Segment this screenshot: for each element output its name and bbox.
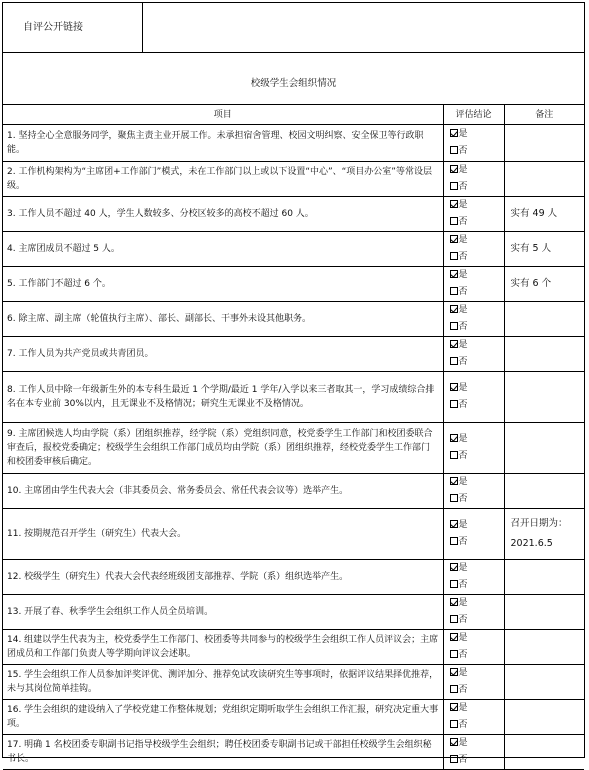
option-label: 否 xyxy=(458,720,468,730)
option-no[interactable] xyxy=(450,284,504,301)
conclusion-cell xyxy=(443,162,504,197)
remark-cell xyxy=(504,595,584,630)
table-header-row xyxy=(3,105,584,125)
option-label: 否 xyxy=(458,182,468,192)
column-header-conclusion: 评估结论 xyxy=(443,105,504,125)
option-no[interactable] xyxy=(450,491,504,508)
option-no[interactable] xyxy=(450,647,504,664)
option-no[interactable] xyxy=(450,179,504,196)
table-row xyxy=(3,630,584,665)
checkbox-icon[interactable] xyxy=(450,685,458,693)
checked-checkbox-icon[interactable] xyxy=(450,340,458,348)
remark-cell xyxy=(504,423,584,474)
checkbox-icon[interactable] xyxy=(450,322,458,330)
criterion-text: 13. 开展了春、秋季学生会组织工作人员全员培训。 xyxy=(3,595,443,630)
checkbox-icon[interactable] xyxy=(450,357,458,365)
checked-checkbox-icon[interactable] xyxy=(450,235,458,243)
option-no[interactable] xyxy=(450,249,504,266)
checkbox-icon[interactable] xyxy=(450,146,458,154)
option-label: 否 xyxy=(458,494,468,504)
option-label: 是 xyxy=(458,434,468,444)
conclusion-cell xyxy=(443,560,504,595)
option-label: 否 xyxy=(458,451,468,461)
checkbox-icon[interactable] xyxy=(450,580,458,588)
conclusion-cell xyxy=(443,509,504,560)
criterion-text: 7. 工作人员为共产党员或共青团员。 xyxy=(3,337,443,372)
checkbox-icon[interactable] xyxy=(450,650,458,658)
option-label: 是 xyxy=(458,305,468,315)
table-row xyxy=(3,700,584,735)
option-yes[interactable] xyxy=(450,595,504,612)
checkbox-icon[interactable] xyxy=(450,182,458,190)
option-label: 否 xyxy=(458,357,468,367)
table-row xyxy=(3,560,584,595)
criterion-text: 3. 工作人员不超过 40 人，学生人数较多、分校区较多的高校不超过 60 人。 xyxy=(3,197,443,232)
option-label: 是 xyxy=(458,563,468,573)
criterion-text: 4. 主席团成员不超过 5 人。 xyxy=(3,232,443,267)
criterion-text: 12. 校级学生（研究生）代表大会代表经班级团支部推荐、学院（系）组织选举产生。 xyxy=(3,560,443,595)
conclusion-cell xyxy=(443,197,504,232)
option-label: 是 xyxy=(458,477,468,487)
section-title: 校级学生会组织情况 xyxy=(3,53,584,105)
option-no[interactable] xyxy=(450,682,504,699)
option-label: 否 xyxy=(458,650,468,660)
remark-cell xyxy=(504,665,584,700)
option-no[interactable] xyxy=(450,577,504,594)
option-no[interactable] xyxy=(450,214,504,231)
option-label: 否 xyxy=(458,615,468,625)
option-yes[interactable] xyxy=(450,126,504,143)
checked-checkbox-icon[interactable] xyxy=(450,477,458,485)
criterion-text: 17. 明确 1 名校团委专职副书记指导校级学生会组织；聘任校团委专职副书记或干部担任校级学生会组织秘书长。 xyxy=(3,735,443,770)
checked-checkbox-icon[interactable] xyxy=(450,200,458,208)
table-row xyxy=(3,232,584,267)
checked-checkbox-icon[interactable] xyxy=(450,633,458,641)
conclusion-cell xyxy=(443,302,504,337)
checked-checkbox-icon[interactable] xyxy=(450,270,458,278)
checkbox-icon[interactable] xyxy=(450,217,458,225)
remark-cell xyxy=(504,509,584,560)
option-no[interactable] xyxy=(450,612,504,629)
remark-text: 召开日期为： xyxy=(510,518,568,529)
evaluation-table xyxy=(3,105,584,770)
checked-checkbox-icon[interactable] xyxy=(450,165,458,173)
table-row xyxy=(3,665,584,700)
option-yes[interactable] xyxy=(450,162,504,179)
remark-cell xyxy=(504,267,584,302)
option-yes[interactable] xyxy=(450,474,504,491)
conclusion-cell xyxy=(443,372,504,423)
option-no[interactable] xyxy=(450,448,504,465)
option-label: 是 xyxy=(458,235,468,245)
criterion-text: 15. 学生会组织工作人员参加评奖评优、测评加分、推荐免试攻读研究生等事项时，依据评议结果择优推荐，未与其岗位简单挂钩。 xyxy=(3,665,443,700)
remark-cell xyxy=(504,162,584,197)
option-yes[interactable] xyxy=(450,517,504,534)
criterion-text: 16. 学生会组织的建设纳入了学校党建工作整体规划；党组织定期听取学生会组织工作汇报，研究决定重大事项。 xyxy=(3,700,443,735)
remark-cell xyxy=(504,474,584,509)
checkbox-icon[interactable] xyxy=(450,400,458,408)
option-no[interactable] xyxy=(450,752,504,769)
option-label: 是 xyxy=(458,165,468,175)
self-evaluation-link-label: 自评公开链接 xyxy=(3,3,143,52)
checkbox-icon[interactable] xyxy=(450,451,458,459)
checked-checkbox-icon[interactable] xyxy=(450,305,458,313)
conclusion-cell xyxy=(443,595,504,630)
table-row xyxy=(3,735,584,770)
remark-text: 实有 5 人 xyxy=(510,243,552,254)
table-row xyxy=(3,337,584,372)
link-row xyxy=(3,3,584,53)
conclusion-cell xyxy=(443,232,504,267)
table-row xyxy=(3,474,584,509)
table-row xyxy=(3,267,584,302)
criterion-text: 2. 工作机构架构为“主席团+工作部门”模式，未在工作部门以上或以下设置“中心”、“项目办公室”等常设层级。 xyxy=(3,162,443,197)
option-label: 否 xyxy=(458,685,468,695)
checkbox-icon[interactable] xyxy=(450,252,458,260)
option-label: 是 xyxy=(458,340,468,350)
option-yes[interactable] xyxy=(450,337,504,354)
checkbox-icon[interactable] xyxy=(450,287,458,295)
conclusion-cell xyxy=(443,700,504,735)
option-label: 是 xyxy=(458,738,468,748)
criterion-text: 1. 坚持全心全意服务同学，聚焦主责主业开展工作。未承担宿舍管理、校园文明纠察、安全保卫等行政职能。 xyxy=(3,125,443,162)
criterion-text: 5. 工作部门不超过 6 个。 xyxy=(3,267,443,302)
remark-cell xyxy=(504,232,584,267)
table-row xyxy=(3,197,584,232)
checkbox-icon[interactable] xyxy=(450,720,458,728)
option-yes[interactable] xyxy=(450,560,504,577)
checked-checkbox-icon[interactable] xyxy=(450,703,458,711)
remark-date: 2021.6.5 xyxy=(510,538,553,549)
table-row xyxy=(3,595,584,630)
option-label: 否 xyxy=(458,252,468,262)
option-yes[interactable] xyxy=(450,700,504,717)
option-yes[interactable] xyxy=(450,232,504,249)
table-row xyxy=(3,372,584,423)
checked-checkbox-icon[interactable] xyxy=(450,434,458,442)
remark-cell xyxy=(504,197,584,232)
criterion-text: 10. 主席团由学生代表大会（非其委员会、常务委员会、常任代表会议等）选举产生。 xyxy=(3,474,443,509)
option-label: 是 xyxy=(458,668,468,678)
criterion-text: 8. 工作人员中除一年级新生外的本专科生最近 1 个学期/最近 1 学年/入学以来三者取其一，学习成绩综合排名在本专业前 30%以内，且无课业不及格情况；研究生无课业不及格情况。 xyxy=(3,372,443,423)
option-label: 否 xyxy=(458,287,468,297)
remark-cell xyxy=(504,630,584,665)
criterion-text: 14. 组建以学生代表为主，校党委学生工作部门、校团委等共同参与的校级学生会组织工作人员评议会；主席团成员和工作部门负责人等学期向评议会述职。 xyxy=(3,630,443,665)
option-label: 否 xyxy=(458,217,468,227)
remark-cell xyxy=(504,700,584,735)
option-label: 否 xyxy=(458,537,468,547)
option-label: 否 xyxy=(458,755,468,765)
conclusion-cell xyxy=(443,735,504,770)
checked-checkbox-icon[interactable] xyxy=(450,383,458,391)
remark-text: 实有 6 个 xyxy=(510,278,552,289)
option-yes[interactable] xyxy=(450,735,504,752)
option-no[interactable] xyxy=(450,534,504,551)
option-no[interactable] xyxy=(450,354,504,371)
column-header-remarks: 备注 xyxy=(504,105,584,125)
evaluation-form xyxy=(2,2,585,765)
remark-cell xyxy=(504,302,584,337)
checked-checkbox-icon[interactable] xyxy=(450,129,458,137)
option-yes[interactable] xyxy=(450,380,504,397)
option-label: 是 xyxy=(458,270,468,280)
remark-text: 实有 49 人 xyxy=(510,208,558,219)
option-label: 否 xyxy=(458,580,468,590)
option-yes[interactable] xyxy=(450,197,504,214)
conclusion-cell xyxy=(443,630,504,665)
option-label: 否 xyxy=(458,322,468,332)
criterion-text: 11. 按期规范召开学生（研究生）代表大会。 xyxy=(3,509,443,560)
remark-cell xyxy=(504,560,584,595)
checked-checkbox-icon[interactable] xyxy=(450,520,458,528)
option-label: 是 xyxy=(458,383,468,393)
remark-cell xyxy=(504,125,584,162)
option-no[interactable] xyxy=(450,143,504,160)
checked-checkbox-icon[interactable] xyxy=(450,668,458,676)
option-label: 是 xyxy=(458,703,468,713)
table-row xyxy=(3,302,584,337)
option-label: 否 xyxy=(458,400,468,410)
option-yes[interactable] xyxy=(450,630,504,647)
table-row xyxy=(3,162,584,197)
option-yes[interactable] xyxy=(450,431,504,448)
remark-cell xyxy=(504,735,584,770)
option-no[interactable] xyxy=(450,319,504,336)
option-no[interactable] xyxy=(450,717,504,734)
column-header-item: 项目 xyxy=(3,105,443,125)
checked-checkbox-icon[interactable] xyxy=(450,563,458,571)
option-yes[interactable] xyxy=(450,665,504,682)
option-label: 是 xyxy=(458,129,468,139)
conclusion-cell xyxy=(443,474,504,509)
checkbox-icon[interactable] xyxy=(450,537,458,545)
option-label: 否 xyxy=(458,146,468,156)
option-label: 是 xyxy=(458,633,468,643)
checked-checkbox-icon[interactable] xyxy=(450,738,458,746)
conclusion-cell xyxy=(443,423,504,474)
table-row xyxy=(3,423,584,474)
remark-cell xyxy=(504,372,584,423)
option-label: 是 xyxy=(458,200,468,210)
checkbox-icon[interactable] xyxy=(450,494,458,502)
option-label: 是 xyxy=(458,520,468,530)
criterion-text: 9. 主席团候选人均由学院（系）团组织推荐，经学院（系）党组织同意，校党委学生工作部门和校团委联合审查后，报校党委确定；校级学生会组织工作部门成员均由学院（系）团组织推荐，经校党委学生工作部门和校团委审核后确定。 xyxy=(3,423,443,474)
criterion-text: 6. 除主席、副主席（轮值执行主席）、部长、副部长、干事外未设其他职务。 xyxy=(3,302,443,337)
conclusion-cell xyxy=(443,125,504,162)
table-row xyxy=(3,125,584,162)
option-no[interactable] xyxy=(450,397,504,414)
option-yes[interactable] xyxy=(450,267,504,284)
option-yes[interactable] xyxy=(450,302,504,319)
table-row xyxy=(3,509,584,560)
conclusion-cell xyxy=(443,337,504,372)
remark-cell xyxy=(504,337,584,372)
checked-checkbox-icon[interactable] xyxy=(450,598,458,606)
conclusion-cell xyxy=(443,665,504,700)
checkbox-icon[interactable] xyxy=(450,615,458,623)
option-label: 是 xyxy=(458,598,468,608)
conclusion-cell xyxy=(443,267,504,302)
